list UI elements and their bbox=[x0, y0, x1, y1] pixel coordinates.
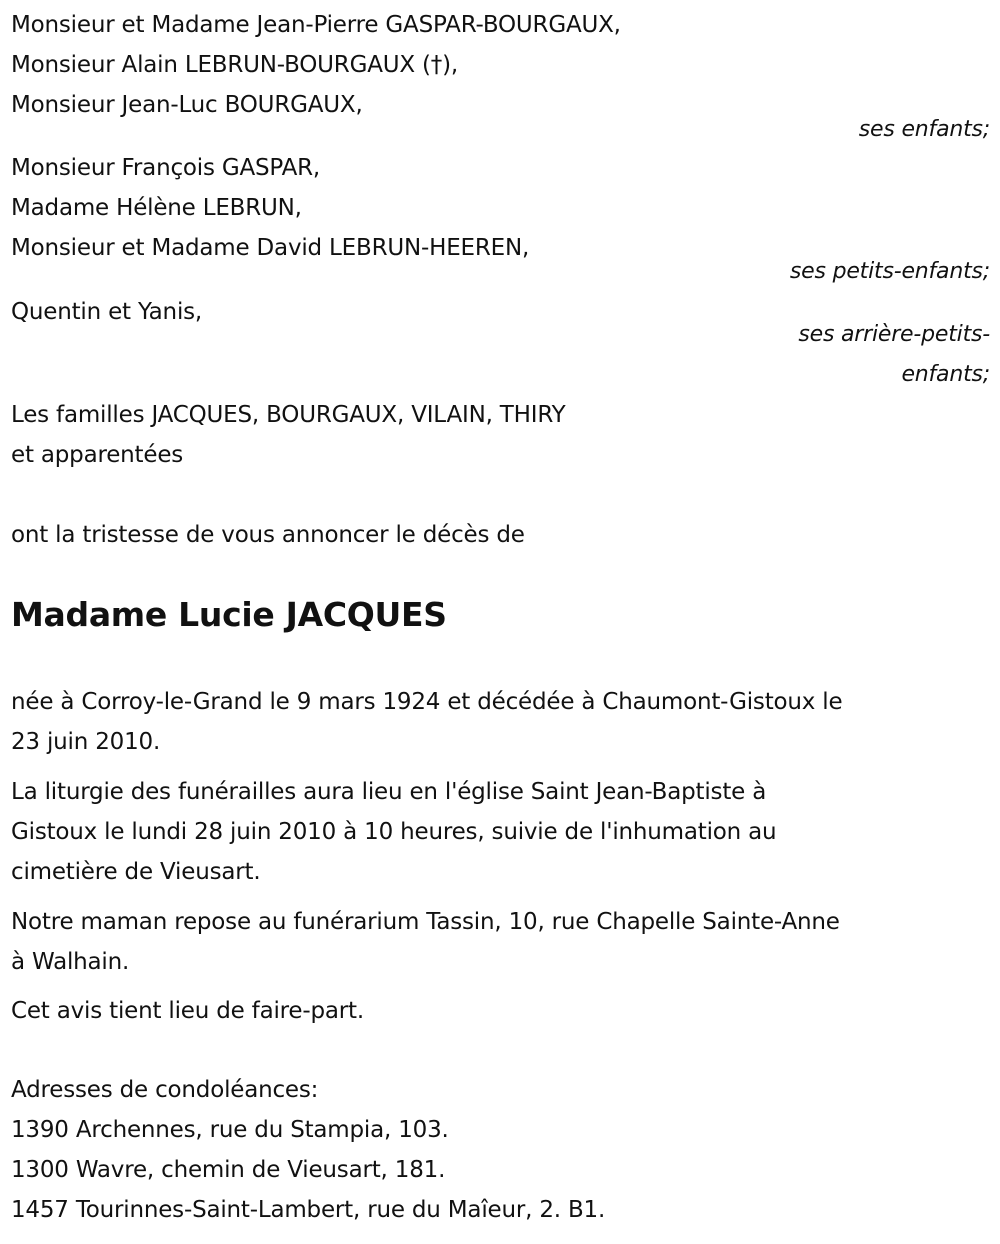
relation-label: ses enfants; bbox=[858, 117, 990, 142]
address-line: 1457 Tourinnes-Saint-Lambert, rue du Maîeur, 2. B1. bbox=[11, 1197, 606, 1223]
family-member: Monsieur Alain LEBRUN-BOURGAUX (†), bbox=[11, 52, 458, 78]
relation-label: ses arrière-petits- bbox=[798, 322, 990, 347]
funeral-line: La liturgie des funérailles aura lieu en l'église Saint Jean-Baptiste à bbox=[11, 779, 767, 805]
address-line: 1300 Wavre, chemin de Vieusart, 181. bbox=[11, 1157, 446, 1183]
family-member: Madame Hélène LEBRUN, bbox=[11, 195, 302, 221]
resting-line: Notre maman repose au funérarium Tassin, 10, rue Chapelle Sainte-Anne bbox=[11, 909, 840, 935]
family-member: Quentin et Yanis, bbox=[11, 299, 203, 325]
funeral-line: Gistoux le lundi 28 juin 2010 à 10 heures, suivie de l'inhumation au bbox=[11, 819, 777, 845]
relation-label: ses petits-enfants; bbox=[789, 259, 990, 284]
notice-line: Cet avis tient lieu de faire-part. bbox=[11, 998, 364, 1024]
funeral-line: cimetière de Vieusart. bbox=[11, 859, 261, 885]
condolences-label: Adresses de condoléances: bbox=[11, 1077, 319, 1103]
family-member: Monsieur Jean-Luc BOURGAUX, bbox=[11, 92, 363, 118]
families-line: et apparentées bbox=[11, 442, 184, 468]
birth-death-line: née à Corroy-le-Grand le 9 mars 1924 et décédée à Chaumont-Gistoux le bbox=[11, 689, 843, 715]
families-line: Les familles JACQUES, BOURGAUX, VILAIN, THIRY bbox=[11, 402, 566, 428]
family-member: Monsieur François GASPAR, bbox=[11, 155, 321, 181]
deceased-name: Madame Lucie JACQUES bbox=[11, 595, 447, 634]
family-member: Monsieur et Madame David LEBRUN-HEEREN, bbox=[11, 235, 530, 261]
family-member: Monsieur et Madame Jean-Pierre GASPAR-BOURGAUX, bbox=[11, 12, 621, 38]
resting-line: à Walhain. bbox=[11, 949, 130, 975]
relation-label: enfants; bbox=[901, 362, 990, 387]
announcement: ont la tristesse de vous annoncer le décès de bbox=[11, 522, 525, 548]
address-line: 1390 Archennes, rue du Stampia, 103. bbox=[11, 1117, 449, 1143]
birth-death-line: 23 juin 2010. bbox=[11, 729, 161, 755]
